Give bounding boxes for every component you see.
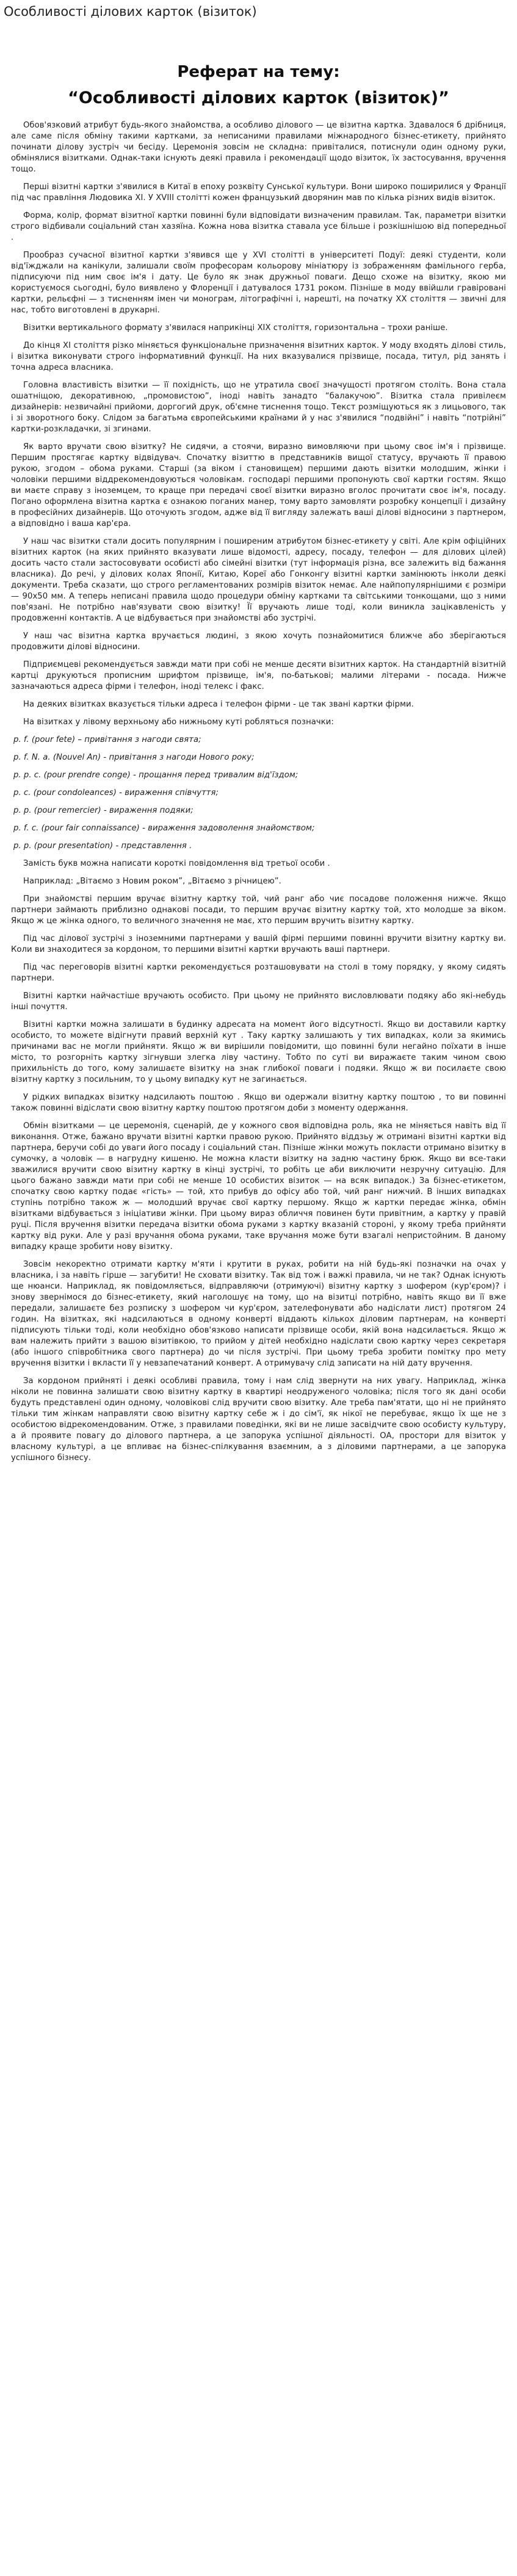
paragraph: Під час переговорів візитні картки рекомендується розташовувати на столі в тому порядку, у якому сидять партнери. [11,963,506,983]
paragraph: Прообраз сучасної візитної картки з'явився ще у XVI столітті в університеті Подуї: деякі студенти, коли від'їжджали на канікули, залишали своїм професорам кольорову мініатюру із зображенням фамільного герба, підписуючи під ним своє ім'я і дату. Це було як знак дружньої поваги. Дещо схоже на візитку, якою ми користуємося сьогодні, було виявлено у Флоренції і датувалося 1731 роком. Пізніше в моду ввійшли гравіровані картки, рельєфні — з тисненням імен чи монограм, літографічні і, нарешті, на початку XX століття — звичні для нас, тобто виготовлені в друкарні. [11,251,506,315]
paragraph: Обов'язковий атрибут будь-якого знайомства, а особливо ділового — це візитна картка. Здавалося б дрібниця, але саме після обміну такими картками, за неписаними правилами міжнародного бізнес-етикету, прийнято починати ділову зустріч чи бесіду. Церемонія зовсім не складна: привіталися, потиснули один одному руки, обмінялися візитками. Однак-таки існують деякі правила і рекомендації щодо візиток, їх застосування, вручення тощо. [11,121,506,174]
mark-meaning: - вираження подяки; [101,806,193,815]
paragraph: На візитках у лівому верхньому або нижньому куті робляться позначки: [23,718,334,727]
paragraph: Під час ділової зустрічі з іноземними партнерами у вашій фірмі першими повинні вручити візитну картку ви. Коли ви знаходитеся за кордоном, то першими візитні картки вручають ваші партнери. [11,934,506,954]
paragraph: Головна властивість візитки — її похідність, що не утратила своєї значущості протягом століть. Вона стала ошатніщою, декоративною, „промовистою”, іноді навіть занадто “балакучою”. Візитка стала привілеєм дизайнерів: незвичайні прийоми, доргогий друк, об'ємне тиснення тощо. Текст розміщуються як з лицьового, так і зі зворотного боку. Слідом за багатьма європейськими країнами й у нас з'явилися “подвійні” і навіть “потрійні” картки-розкладачки, зі згинами. [11,381,506,434]
paragraph: Візитні картки можна залишати в будинку адресата на момент його відсутності. Якщо ви доставили картку особисто, то можете відігнути правий верхній кут . Таку картку залишають у тих випадках, коли за якимись причинами вас не могли прийняти. Якщо ж ви вирішили повідомити, що повинні були негайно поїхати в інше місто, то розгорніть картку зігнувши злегка ліву частину. Тобто по суті ви виражаєте таким чином свою прихильність до того, кому залишаєте візитку на знак глибокої поваги і подяки. Якщо ж ви посилаєте свою візитну картку з посильним, то у цьому випадку кут не загинається. [11,1020,506,1084]
list-item [11,752,506,763]
mark-code: p. p. (pour presentation) [13,841,114,851]
list-item [11,823,506,834]
mark-meaning: - представлення . [113,841,192,851]
document-body [11,120,506,2573]
mark-code: p. f. (pour fete) [13,735,76,744]
list-item [11,788,506,799]
list-item [11,841,506,852]
paragraph: У рідких випадках візитку надсилають поштою . Якщо ви одержали візитну картку поштою , то ви повинні також повинні відіслати свою візитну картку поштою протягом доби з моменту одержання. [11,1093,506,1113]
paragraph: Візитні картки найчастіше вручають особисто. При цьому не прийнято висловлювати подяку або які-небудь інші почуття. [11,991,506,1012]
paragraph: Як варто вручати свою візитку? Не сидячи, а стоячи, виразно вимовляючи при цьому своє ім'я і прізвище. Першим простягає картку відвідувач. Спочатку візиттю в представників вищої статусу, вручають її правою рукою, згодом – обома руками. Старші (за віком і становищем) першими дають візитки молодшим, жінки і чоловіки першими віддрекомендовуються чоловікам. господарі першими пропонують свої картки гостям. Якщо ви маєте справу з іноземцем, то краще при передачі своєї візитки виразно вголос прочитати своє ім'я, посаду. Погано оформлена візитна картка є ознакою поганих манер, тому варто замовляти розробку концепції і дизайну в професійних дизайнерів. Що оточують згодом, адже від її вигляду залежать ваші ділові відносини з партнером, а відповідно і ваша кар'єра. [11,442,506,528]
paragraph: На деяких візитках вказується тільки адреса і телефон фірми - це так звані картки фірми. [23,700,414,709]
mark-meaning: - прощання перед тривалим від'їздом; [130,771,298,780]
paragraph: Наприклад: „Вітаємо з Новим роком”, „Вітаємо з річницею”. [23,877,281,886]
list-item [11,770,506,781]
paragraph: При знайомстві першим вручає візитну картку той, чий ранг або чиє посадове положення нижче. Якщо партнери займають приблизно однакові посади, то першим вручає візитну картку той, хто молодше за віком. Якщо ж це жінка одного, то величного значення не має, хто першим вручить візитну картку. [11,894,506,926]
paragraph: Замість букв можна написати короткі повідомлення від третьої особи . [23,859,330,868]
mark-code: p. p. c. (pour prendre conge) [13,771,131,780]
document-header-title: Особливості ділових карток (візиток) [4,4,257,19]
paragraph: Зовсім некоректно отримати картку м'яти і крутити в руках, робити на ній будь-які позначки на очах у власника, і за навіть гірше — загубити! Не сховати візитку. Так від тож і важкі правила, чи не так? Однак існують ще нюанси. Наприклад, як повідомляється, відправляючи (отримуючі) візитну картку з шофером (кур'єром)? і знову звернімося до бізнес-етикету, який наголошує на тому, що на візитці потрібно, навіть якщо ви її вже передали, залишаєте без розписку з шофером чи кур'єром, зателефонувати або надіслати лист) протягом 24 годин. На візитках, які надсилаються в одному конверті віддають кількох діловим партнерам, на конверті підписують тільки тоді, коли необхідно обов'язково написати прізвище особи, якій вона надсилається. Якщо ж вам належить прийти з вашою візитівкою, то прийом у дітей необхідно надіслати свою картку через секретаря (або іншого співробітника свого партнера) до чи після зустрічі. При цьому треба зробити помітку про мету вручення візитки і вкласти її у невзапечатаний конверт. А отримувачу слід записати на ній дату вручення. [11,1260,506,1368]
paragraph: За кордоном прийняті і деякі особливі правила, тому і нам слід звернути на них увагу. Наприклад, жінка ніколи не повинна залишати свою візитну картку в квартирі неодруженого чоловіка; після того як дані особи будуть представлені один одному, чоловікові слід вручити свою візитку. Але треба пам'ятати, що ні не прийнято тільки тим жінкам направляти свою візитну картку себе ж і до сім'ї, як нікої не перебуває, якщо їх ще не з особистою відрекомендованим. Отже, з правилами поведінки, які ви не лише засвідчите свою особисту культуру, а й проявите повагу до ділового партнера, а це запорука успішної діяльності. ОА, простори для візиток у власному культурі, а це впливає на бізнес-спілкування взаємним, а з діловими партнерами, а це запорука успішного бізнесу. [11,1376,506,1462]
list-item [11,805,506,816]
mark-meaning: - вираження задоволення знайомством; [139,824,315,833]
mark-meaning: - привітання з нагоди Нового року; [101,753,255,762]
mark-meaning: – привітання з нагоди свята; [75,735,201,744]
mark-code: p. f. N. a. (Nouvel An) [13,753,101,762]
mark-code: p. c. (pour condoleances) [13,788,117,797]
heading-referat: Реферат на тему: [177,63,340,81]
paragraph: Підприємцеві рекомендується завжди мати при собі не менше десяти візитних карток. На стандартній візитній картці друкуються прописним шрифтом прізвище, ім'я, по-батькові; малими літерами - посада. Нижче зазначаються адреса фірми і телефон, іноді телекс і факс. [11,660,506,691]
paragraph: До кінця XI століття різко міняється функціональне призначення візитних карток. У моду входять ділові стиль, і візитка виконувати строго інформативний функції. На них вказувалися прізвище, посада, титул, рід занять і точна адреса власника. [11,341,506,372]
paragraph: Обмін візитками — це церемонія, сценарій, де у кожного своя відповідна роль, яка не міняється навіть від її виконання. Отже, бажано вручати візитні картки правою рукою. Прийнято віддзьу ж отримані візитні картки від партнера, беручи собі до уваги його посаду і соціальний стан. Пізніше жінки можуть покласти отримано візитку в сумочку, а чоловік — в нагрудну кишеню. Не можна класти візитку на задню частину брюк. Якщо ви все-таки зважилися вручити свою візитну картку в кінці зустрічі, то робіть це аби виключити незручну ситуацію. Для цього бажано завжди мати при собі не менше 10 особистих візиток — на всяк випадок.) За бізнес-етикетом, спочатку свою картку подає «гість» — той, хто прибув до офісу або той, чий ранг нижчий. В інших випадках ступінь потрібно також ж — молодший вручає свої картку першому. Якщо ж картки передає жінка, обмін візитками відбувається з ініціативи жінки. При цьому вираз обличчя повинен бути привітним, а картку у правій руці. Після вручення візитки передача візитки обома руками з картку вказаній стороні, у якому треба прийняти картку від руки. Але у разі вручання обома руками, таке вручання може бути взагалі непристойним. В даному випадку краще зробити нову візитку. [11,1121,506,1251]
mark-meaning: - вираження співчуття; [116,788,219,797]
paragraph: Форма, колір, формат візитної картки повинні були відповідати визначеним правилам. Так, параметри візитки строго відбивали соціальний стан хазяїна. Кожна нова візитка ставала усе більше і розкішнішою від попередньої . [11,211,506,242]
paragraph: Перші візитні картки з'явилися в Китаї в епоху розквіту Сунської культури. Вони широко поширилися у Франції під час правління Людовика XI. У XVIII столітті кожен французький дворянин мав по кілька різних видів візиток. [11,182,506,203]
paragraph: Візитки вертикального формату з'явилася наприкінці XIX століття, горизонтальна – трохи раніше. [23,323,448,333]
mark-code: p. p. (pour remercier) [13,806,101,815]
heading-topic: “Особливості ділових карток (візиток)” [68,88,449,107]
paragraph: У наш час візитки стали досить популярним і поширеним атрибутом бізнес-етикету у світі. Але крім офіційних візитних карток (на яких прийнято вказувати лише відомості, адресу, посаду, телефон — для ділових цілей) досить часто стали застосовувати особисті або сімейні візитки (тут інформація різна, все залежить від бажання власника). До речі, у ділових колах Японії, Китаю, Кореї або Гонконгу візитні картки замінюють інколи деякі документи. Треба сказати, що строго регламентованих розмірів візиток немає. Але найпопулярнішими є розміри — 90х50 мм. А теперь неписані правила щодо процедури обміну картками та світськими тонкощами, що з ними пов'язані. Не потрібно нав'язувати свою візитку! Її вручають лише тоді, коли виникла зацікавленість у продовженні контактів. А це відбувається при знайомстві або зустрічі. [11,537,506,623]
list-item [11,735,506,746]
mark-code: p. f. c. (pour fair connaissance) [13,824,140,833]
paragraph: У наш час візитна картка вручається людині, з якою хочуть познайомитися ближче або зберігаються продовжити ділові відносини. [11,631,506,652]
